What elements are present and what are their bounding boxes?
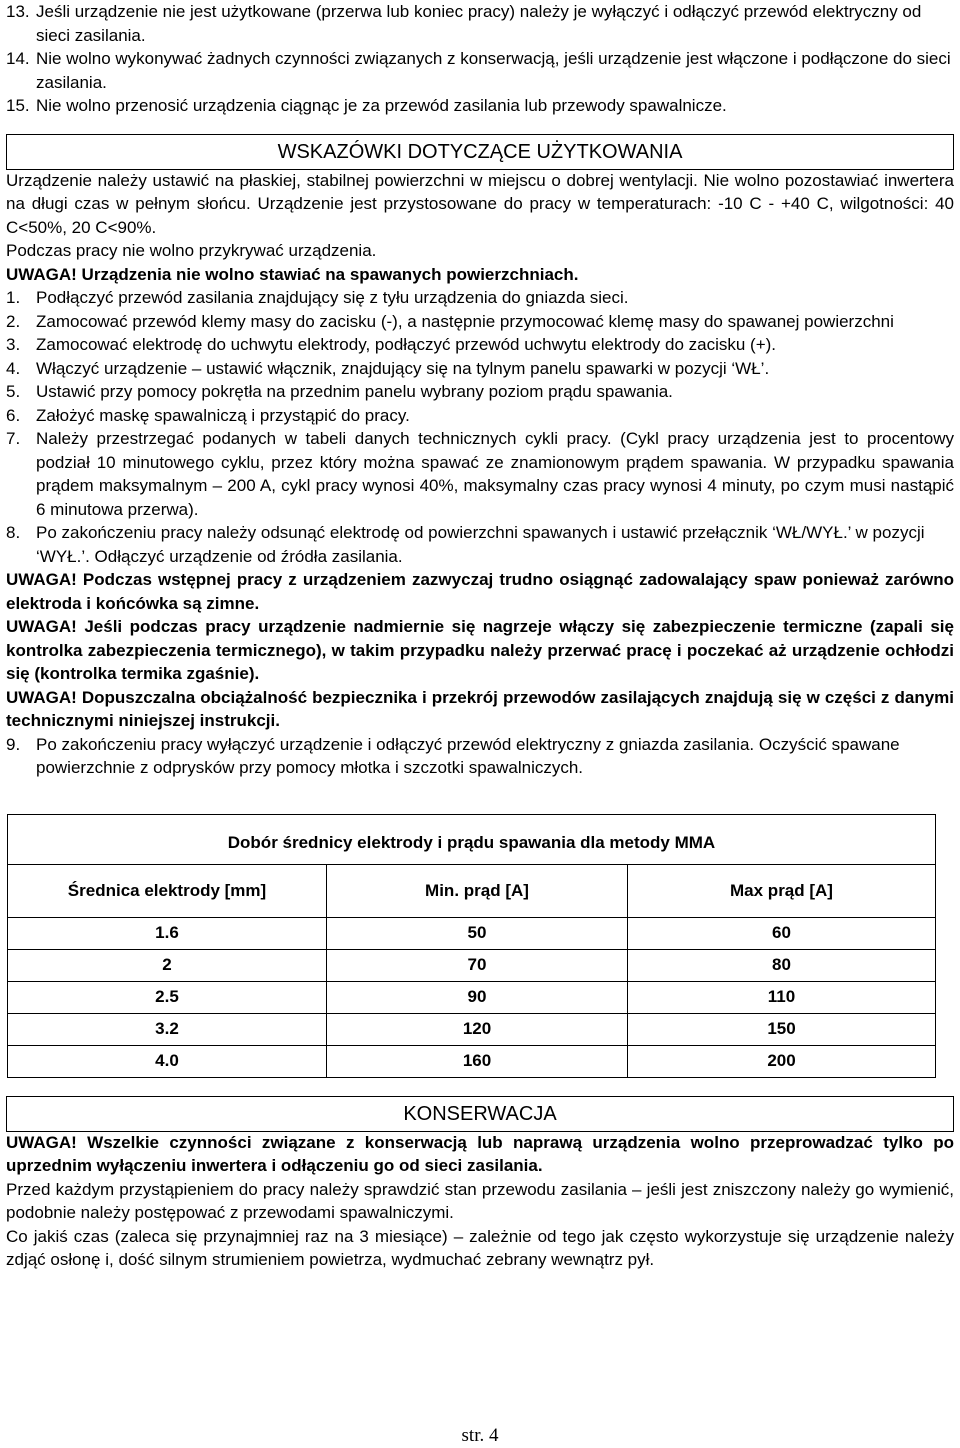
list-item: 3. Zamocować elektrodę do uchwytu elektrody, podłączyć przewód uchwytu elektrody do zacisku (+). <box>6 335 777 354</box>
list-item: 9. Po zakończeniu pracy wyłączyć urządzenie i odłączyć przewód elektryczny z gniazda zasilania. Oczyścić spawane powierzchnie z odprysków przy pomocy młotka i szczotki spawalniczych. <box>6 734 900 777</box>
list-item: 15. Nie wolno przenosić urządzenia ciągnąc je za przewód zasilania lub przewody spawalnicze. <box>6 96 727 115</box>
maintenance-warning: UWAGA! Wszelkie czynności związane z konserwacją lub naprawą urządzenia wolno przeprowadzać tylko po uprzednim wyłączeniu inwertera i odłączeniu go od sieci zasilania. <box>6 1132 954 1175</box>
list-item: 2. Zamocować przewód klemy masy do zacisku (-), a następnie przymocować klemę masy do spawanej powierzchni <box>6 311 894 331</box>
warnings <box>6 568 954 733</box>
table-row: 2.5 90 110 <box>8 981 936 1013</box>
warning-cold-start: UWAGA! Podczas wstępnej pracy z urządzeniem zazwyczaj trudno osiągnąć zadowalający spaw ponieważ zarówno elektroda i końcówka są zimne. <box>6 570 954 613</box>
usage-warning: UWAGA! Urządzenia nie wolno stawiać na spawanych powierzchniach. <box>6 264 579 284</box>
list-item: 7. Należy przestrzegać podanych w tabeli danych technicznych cykli pracy. (Cykl pracy urządzenia jest to procentowy podział 10 minutowego cyklu, przez który można spawać ze znamionowym prądem spawania. W przypadku spawania prądem maksymalnym – 200 A, cykl pracy wynosi 40%, maksymalny czas pracy wynosi 4 minuty, po czym musi nastąpić 6 minutowa przerwa). <box>6 429 954 519</box>
list-item: 6. Założyć maskę spawalniczą i przystąpić do pracy. <box>6 405 410 425</box>
maintenance-para: Przed każdym przystąpieniem do pracy należy sprawdzić stan przewodu zasilania – jeśli jest zniszczony należy go wymienić, podobnie należy postępować z przewodami spawalniczymi. <box>6 1179 954 1222</box>
table-row: 2 70 80 <box>8 949 936 981</box>
electrode-table <box>7 814 936 1078</box>
warning-fuse: UWAGA! Dopuszczalna obciążalność bezpiecznika i przekrój przewodów zasilających znajdują się w części z danymi technicznymi niniejszej instrukcji. <box>6 687 954 730</box>
usage-intro-2: Podczas pracy nie wolno przykrywać urządzenia. <box>6 241 377 260</box>
maintenance-section <box>6 1096 954 1272</box>
maintenance-para: Co jakiś czas (zaleca się przynajmniej raz na 3 miesiące) – zależnie od tego jak często wykorzystuje się urządzenie należy zdjąć osłonę i, dość silnym strumieniem powietrza, wydmuchać zebrany wewnątrz pył. <box>6 1226 954 1269</box>
table-title: Dobór średnicy elektrody i prądu spawania dla metody MMA <box>8 814 936 864</box>
table-header: Min. prąd [A] <box>327 864 628 917</box>
usage-section <box>6 134 954 287</box>
list-item: 13. Jeśli urządzenie nie jest użytkowane (przerwa lub koniec pracy) należy je wyłączyć i odłączyć przewód elektryczny od sieci zasilania. <box>6 2 922 45</box>
list-item: 1. Podłączyć przewód zasilania znajdujący się z tyłu urządzenia do gniazda sieci. <box>6 288 629 307</box>
list-item: 8. Po zakończeniu pracy należy odsunąć elektrodę od powierzchni spawanych i ustawić przełącznik ‘WŁ/WYŁ.’ w pozycji ‘WYŁ.’. Odłączyć urządzenie od źródła zasilania. <box>6 523 925 566</box>
list-item: 14. Nie wolno wykonywać żadnych czynności związanych z konserwacją, jeśli urządzenie jest włączone i podłączone do sieci zasilania. <box>6 49 951 92</box>
step9-list <box>6 733 954 780</box>
table-row: 1.6 50 60 <box>8 917 936 949</box>
usage-intro: Urządzenie należy ustawić na płaskiej, stabilnej powierzchni w miejscu o dobrej wentylacji. Nie wolno pozostawiać inwertera na długi czas w pełnym słońcu. Urządzenie jest przystosowane do pracy w temperaturach: -10 C - +40 C, wilgotności: 40 C<50%, 20 C<90%. <box>6 170 954 237</box>
list-item: 4. Włączyć urządzenie – ustawić włącznik, znajdujący się na tylnym panelu spawarki w pozycji ‘WŁ’. <box>6 358 770 378</box>
table-header: Średnica elektrody [mm] <box>8 864 327 917</box>
table-row: 4.0 160 200 <box>8 1045 936 1077</box>
top-list <box>6 0 954 118</box>
page-number: str. 4 <box>461 1425 499 1446</box>
steps-list <box>6 286 954 568</box>
table-row: 3.2 120 150 <box>8 1013 936 1045</box>
table-header: Max prąd [A] <box>628 864 936 917</box>
warning-thermal: UWAGA! Jeśli podczas pracy urządzenie nadmiernie się nagrzeje włączy się zabezpieczenie termiczne (zapali się kontrolka zabezpieczenia termicznego), w takim przypadku należy przerwać pracę i poczekać aż urządzenie ochłodzi się (kontrolka termika zgaśnie). <box>6 617 954 683</box>
maintenance-title: KONSERWACJA <box>6 1096 954 1132</box>
usage-title: WSKAZÓWKI DOTYCZĄCE UŻYTKOWANIA <box>6 134 954 170</box>
list-item: 5. Ustawić przy pomocy pokrętła na przednim panelu wybrany poziom prądu spawania. <box>6 382 673 401</box>
